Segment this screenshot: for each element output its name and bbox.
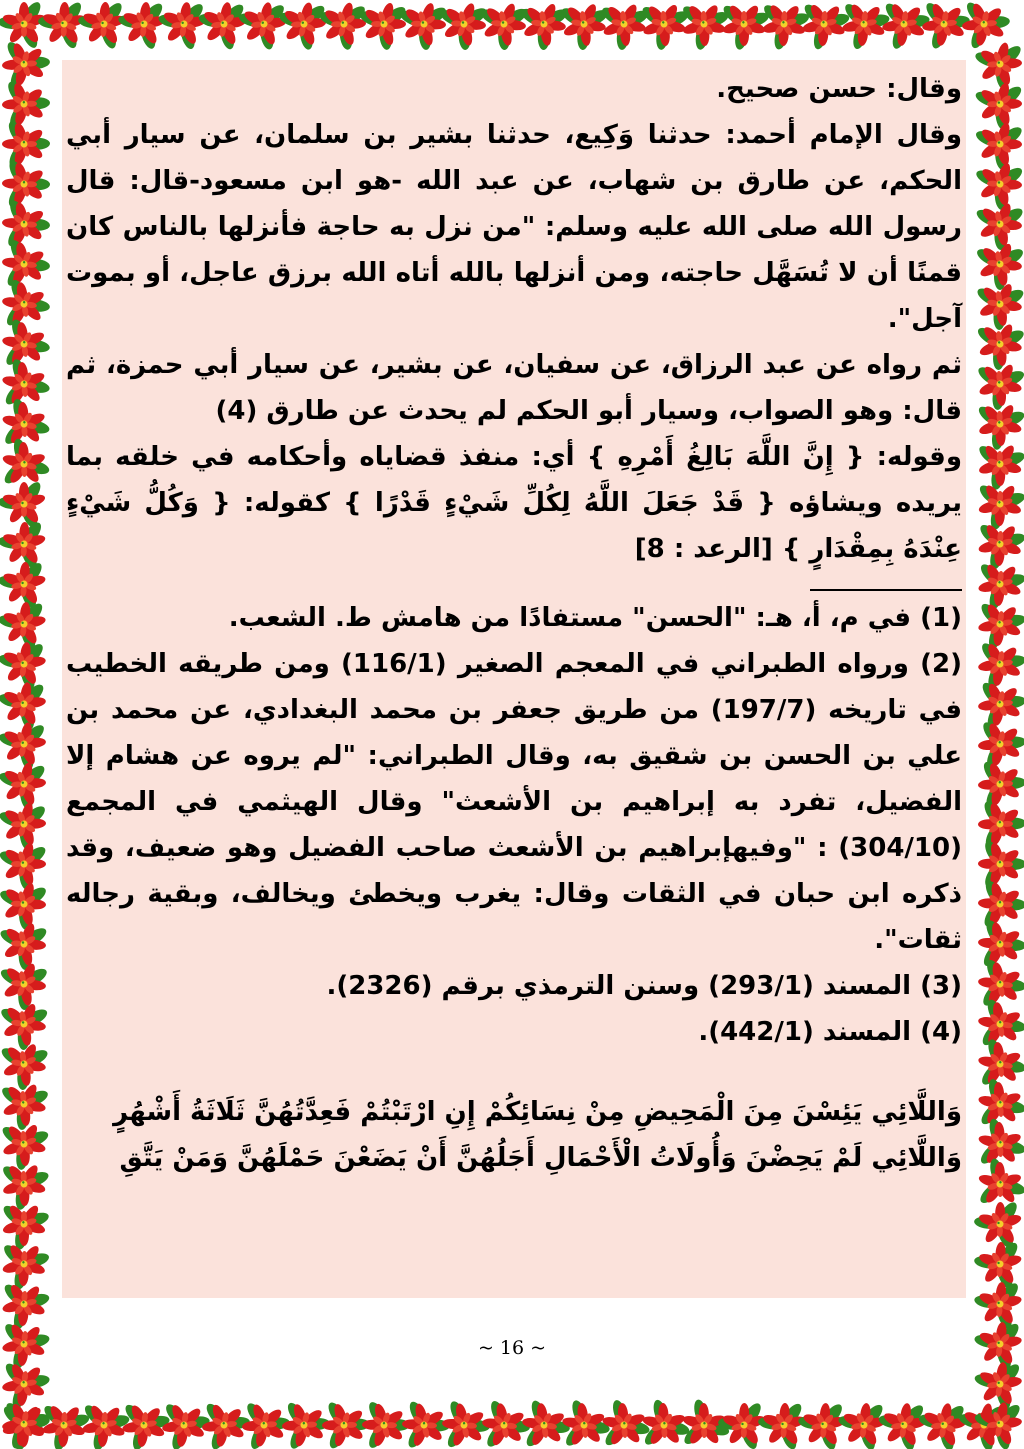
poinsettia-icon	[967, 112, 1024, 176]
body-paragraph-3: ثم رواه عن عبد الرزاق، عن سفيان، عن بشير، عن سيار أبي حمزة، ثم قال: وهو الصواب، وسيار أبو الحكم لم يحدث عن طارق (4)	[66, 350, 962, 426]
footnote-3: (3) المسند (293/1) وسنن الترمذي برقم (2326).	[326, 971, 962, 1001]
footnote-2: (2) ورواه الطبراني في المعجم الصغير (116/1) ومن طريقه الخطيب في تاريخه (197/7) من طريق جعفر بن محمد البغدادي، عن محمد بن علي بن الحسن بن شقيق به، وقال الطبراني: "لم يروه عن هشام إلا الفضيل، تفرد به إبراهيم بن الأشعث" وقال الهيثمي في المجمع (304/10) : "وفيهإبراهيم بن الأشعث صاحب الفضيل وهو ضعيف، وقد ذكره ابن حبان في الثقات وقال: يغرب ويخطئ ويخالف، وبقية رجاله ثقات".	[66, 649, 963, 955]
page-number: ~ 16 ~	[477, 1337, 547, 1359]
poinsettia-icon	[965, 230, 1024, 297]
poinsettia-icon	[0, 68, 57, 138]
footnote-4: (4) المسند (442/1).	[698, 1017, 962, 1047]
quran-line-2: وَاللَّائِي لَمْ يَحِضْنَ وَأُولَاتُ الْأَحْمَالِ أَجَلُهُنَّ أَنْ يَضَعْنَ حَمْلَهُنَّ وَمَنْ يَتَّقِ	[119, 1143, 962, 1173]
poinsettia-icon	[965, 191, 1024, 257]
footnote-separator	[810, 589, 962, 591]
poinsettia-icon	[967, 73, 1024, 136]
poinsettia-icon	[0, 479, 46, 530]
poinsettia-icon	[970, 1355, 1024, 1413]
section-spacer	[66, 1055, 962, 1089]
poinsettia-icon	[0, 148, 57, 217]
poinsettia-icon	[0, 108, 57, 177]
page-content-panel	[62, 60, 966, 1298]
footnote-1: (1) في م، أ، هـ: "الحسن" مستفادًا من هامش ط. الشعب.	[228, 603, 962, 633]
poinsettia-icon	[972, 1238, 1023, 1291]
poinsettia-icon	[115, 0, 169, 52]
body-paragraph-1: وقال: حسن صحيح.	[716, 74, 962, 104]
poinsettia-icon	[973, 1199, 1023, 1251]
poinsettia-icon	[37, 0, 88, 51]
poinsettia-icon	[0, 0, 46, 50]
poinsettia-icon	[966, 151, 1024, 216]
poinsettia-icon	[971, 1277, 1024, 1332]
poinsettia-icon	[0, 188, 57, 256]
poinsettia-icon	[76, 0, 128, 52]
quran-line-1: وَاللَّائِي يَئِسْنَ مِنَ الْمَحِيضِ مِنْ نِسَائِكُمْ إِنِ ارْتَبْتُمْ فَعِدَّتُهُنَّ ثَلَاثَةُ أَشْهُرٍ	[113, 1097, 962, 1127]
page-text	[66, 66, 962, 1181]
body-paragraph-4: وقوله: { إِنَّ اللَّهَ بَالِغُ أَمْرِهِ } أي: منفذ قضاياه وأحكامه في خلقه بما يريده ويشاؤه { قَدْ جَعَلَ اللَّهُ لِكُلِّ شَيْءٍ قَدْرًا } كقوله: { وَكُلُّ شَيْءٍ عِنْدَهُ بِمِقْدَارٍ } [الرعد : 8]	[66, 442, 962, 564]
poinsettia-icon	[0, 229, 57, 297]
poinsettia-icon	[154, 0, 209, 53]
body-paragraph-2: وقال الإمام أحمد: حدثنا وَكِيع، حدثنا بشير بن سلمان، عن سيار أبي الحكم، عن طارق بن شهاب، عن عبد الله -هو ابن مسعود-قال: قال رسول الله صلى الله عليه وسلم: "من نزل به حاجة فأنزلها بالناس كان قمنًا أن لا تُسَهَّل حاجته، ومن أنزلها بالله أتاه الله برزق عاجل، أو بموت آجل".	[66, 120, 962, 334]
